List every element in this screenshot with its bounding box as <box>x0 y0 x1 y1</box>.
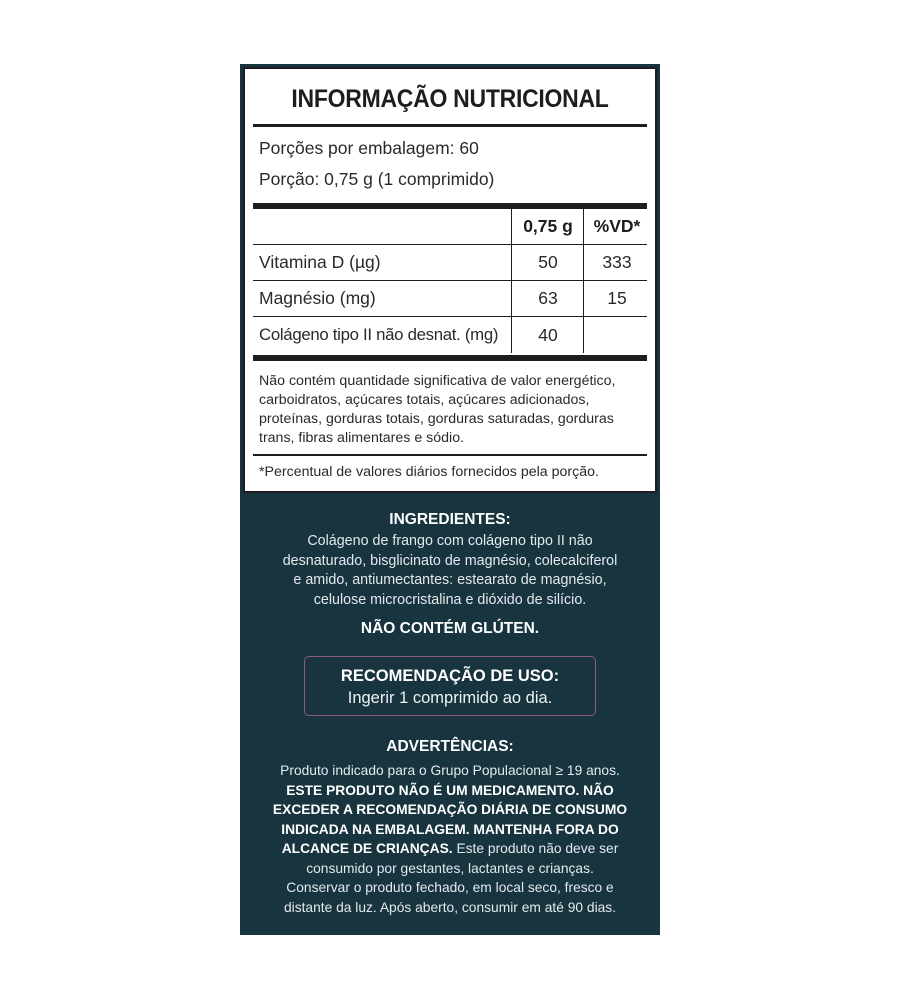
nutrient-vd: 333 <box>583 245 650 280</box>
nutrient-vd: 15 <box>583 281 650 316</box>
nutrient-name: Vitamina D (µg) <box>259 252 381 272</box>
divider-thick <box>253 355 647 361</box>
divider <box>253 124 647 127</box>
footnote: *Percentual de valores diários fornecidos pela porção. <box>259 464 599 480</box>
nutrient-name: Colágeno tipo II não desnat. (mg) <box>259 325 499 344</box>
warnings-section <box>240 738 660 917</box>
not-significant-note: Não contém quantidade significativa de valor energético, carboidratos, açúcares totais, açúcares adicionados, proteínas, gorduras totais, gorduras saturadas, gorduras trans, fibras alimentares e sódio. <box>259 373 616 446</box>
ingredients-section <box>240 511 660 638</box>
column-qty: 0,75 g <box>511 209 584 244</box>
ingredients-text: Colágeno de frango com colágeno tipo II não desnaturado, bisglicinato de magnésio, colecalciferol e amido, antiumectantes: estearato de magnésio, celulose microcristalina e dióxido de silício. <box>282 533 618 608</box>
gluten-notice: NÃO CONTÉM GLÚTEN. <box>360 620 540 637</box>
nutrition-label <box>243 67 657 493</box>
warnings-heading: ADVERTÊNCIAS: <box>386 738 514 755</box>
nutrient-qty: 50 <box>511 245 584 280</box>
table-row <box>253 317 647 353</box>
serving-size: Porção: 0,75 g (1 comprimido) <box>259 169 495 189</box>
ingredients-heading: INGREDIENTES: <box>389 511 511 528</box>
nutrient-vd <box>583 317 650 353</box>
table-row <box>253 245 647 281</box>
servings-per-package: Porções por embalagem: 60 <box>259 138 479 158</box>
label-title: INFORMAÇÃO NUTRICIONAL <box>291 85 609 113</box>
nutrient-name: Magnésio (mg) <box>259 288 376 308</box>
warnings-text: Produto indicado para o Grupo Populacional ≥ 19 anos. ESTE PRODUTO NÃO É UM MEDICAMENTO. NÃO EXCEDER A RECOMENDAÇÃO DIÁRIA DE CONSUMO INDICADA NA EMBALAGEM. MANTENHA FORA DO ALCANCE DE CRIANÇAS. Este produto não deve ser consumido por gestantes, lactantes e crianças. Conservar o produto fechado, em local seco, fresco e distante da luz. Após aberto, consumir em até 90 dias. <box>272 763 628 915</box>
column-vd: %VD* <box>583 209 650 244</box>
nutrient-qty: 40 <box>511 317 584 353</box>
table-row <box>253 281 647 317</box>
nutrient-qty: 63 <box>511 281 584 316</box>
recommendation-heading: RECOMENDAÇÃO DE USO: <box>340 667 560 685</box>
recommendation-box <box>304 656 596 716</box>
divider <box>253 454 647 456</box>
recommendation-text: Ingerir 1 comprimido ao dia. <box>347 689 553 707</box>
table-header <box>253 209 647 245</box>
